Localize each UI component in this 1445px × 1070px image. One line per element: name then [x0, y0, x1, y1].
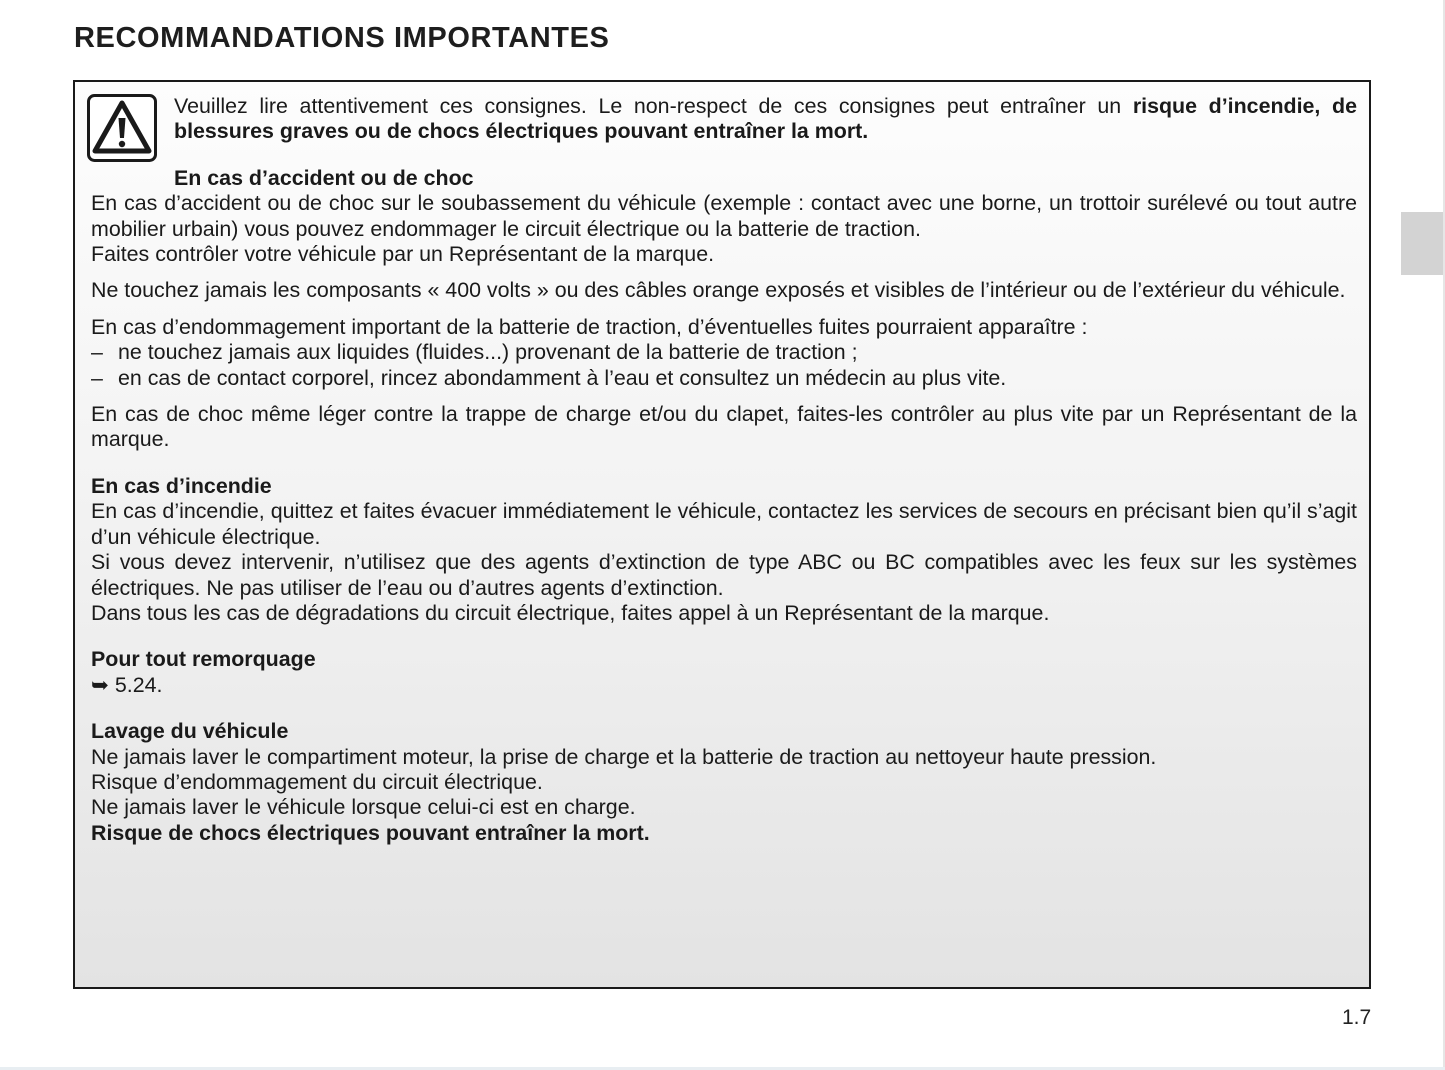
accident-paragraph: En cas d’endommagement important de la batterie de traction, d’éventuelles fuites pourraient apparaître :: [91, 314, 1088, 339]
accident-paragraph: En cas de choc même léger contre la trappe de charge et/ou du clapet, faites-les contrôler au plus vite par un Représentant de la marque.: [91, 402, 1357, 452]
warning-box: [73, 80, 1371, 989]
washing-paragraph: Risque d’endommagement du circuit électrique.: [91, 769, 543, 794]
washing-paragraph: Ne jamais laver le compartiment moteur, la prise de charge et la batterie de traction au nettoyeur haute pression.: [91, 744, 1157, 769]
washing-paragraph: Ne jamais laver le véhicule lorsque celui-ci est en charge.: [91, 795, 636, 820]
reference-arrow-icon: ➥: [91, 672, 109, 697]
page-reference-link[interactable]: 5.24.: [114, 672, 163, 697]
fire-paragraph: En cas d’incendie, quittez et faites évacuer immédiatement le véhicule, contactez les services de secours en précisant bien qu’il s’agit d’un véhicule électrique.: [91, 499, 1357, 549]
fire-paragraph: Dans tous les cas de dégradations du circuit électrique, faites appel à un Représentant de la marque.: [91, 600, 1050, 625]
warning-intro-text: Veuillez lire attentivement ces consignes. Le non-respect de ces consignes peut entraîner un: [174, 94, 1133, 118]
warning-intro-emphasis: risque d’incendie, de blessures graves ou de chocs électriques pouvant entraîner la mort.: [174, 94, 1357, 144]
warning-intro: [91, 94, 1357, 145]
list-item: [91, 340, 1357, 365]
accident-paragraph: En cas d’accident ou de choc sur le soubassement du véhicule (exemple : contact avec une borne, un trottoir surélevé ou tout autre mobilier urbain) vous pouvez endommager le circuit électrique ou la batterie de traction.: [91, 191, 1357, 241]
accident-heading: En cas d’accident ou de choc: [174, 165, 474, 190]
towing-reference: [91, 673, 1357, 698]
dash-marker: –: [91, 365, 103, 390]
accident-paragraph: Ne touchez jamais les composants « 400 volts » ou des câbles orange exposés et visibles de l’intérieur ou de l’extérieur du véhicule.: [91, 278, 1346, 303]
washing-warning: Risque de chocs électriques pouvant entraîner la mort.: [91, 820, 650, 845]
page-title: RECOMMANDATIONS IMPORTANTES: [74, 22, 610, 54]
list-item-text: ne touchez jamais aux liquides (fluides...) provenant de la batterie de traction ;: [118, 340, 858, 365]
list-item-text: en cas de contact corporel, rincez abondamment à l’eau et consultez un médecin au plus vite.: [118, 365, 1007, 390]
fire-paragraph: Si vous devez intervenir, n’utilisez que des agents d’extinction de type ABC ou BC compatibles avec les feux sur les systèmes électriques. Ne pas utiliser de l’eau ou d’autres agents d’extinction.: [91, 550, 1357, 600]
chapter-tab-marker: [1401, 212, 1445, 275]
dash-marker: –: [91, 340, 103, 365]
list-item: [91, 366, 1357, 391]
page-number: 1.7: [1342, 1006, 1372, 1029]
washing-heading: Lavage du véhicule: [91, 719, 289, 744]
accident-paragraph: Faites contrôler votre véhicule par un Représentant de la marque.: [91, 242, 715, 267]
warning-content: [91, 94, 1357, 846]
fire-heading: En cas d’incendie: [91, 473, 272, 498]
towing-heading: Pour tout remorquage: [91, 647, 316, 672]
